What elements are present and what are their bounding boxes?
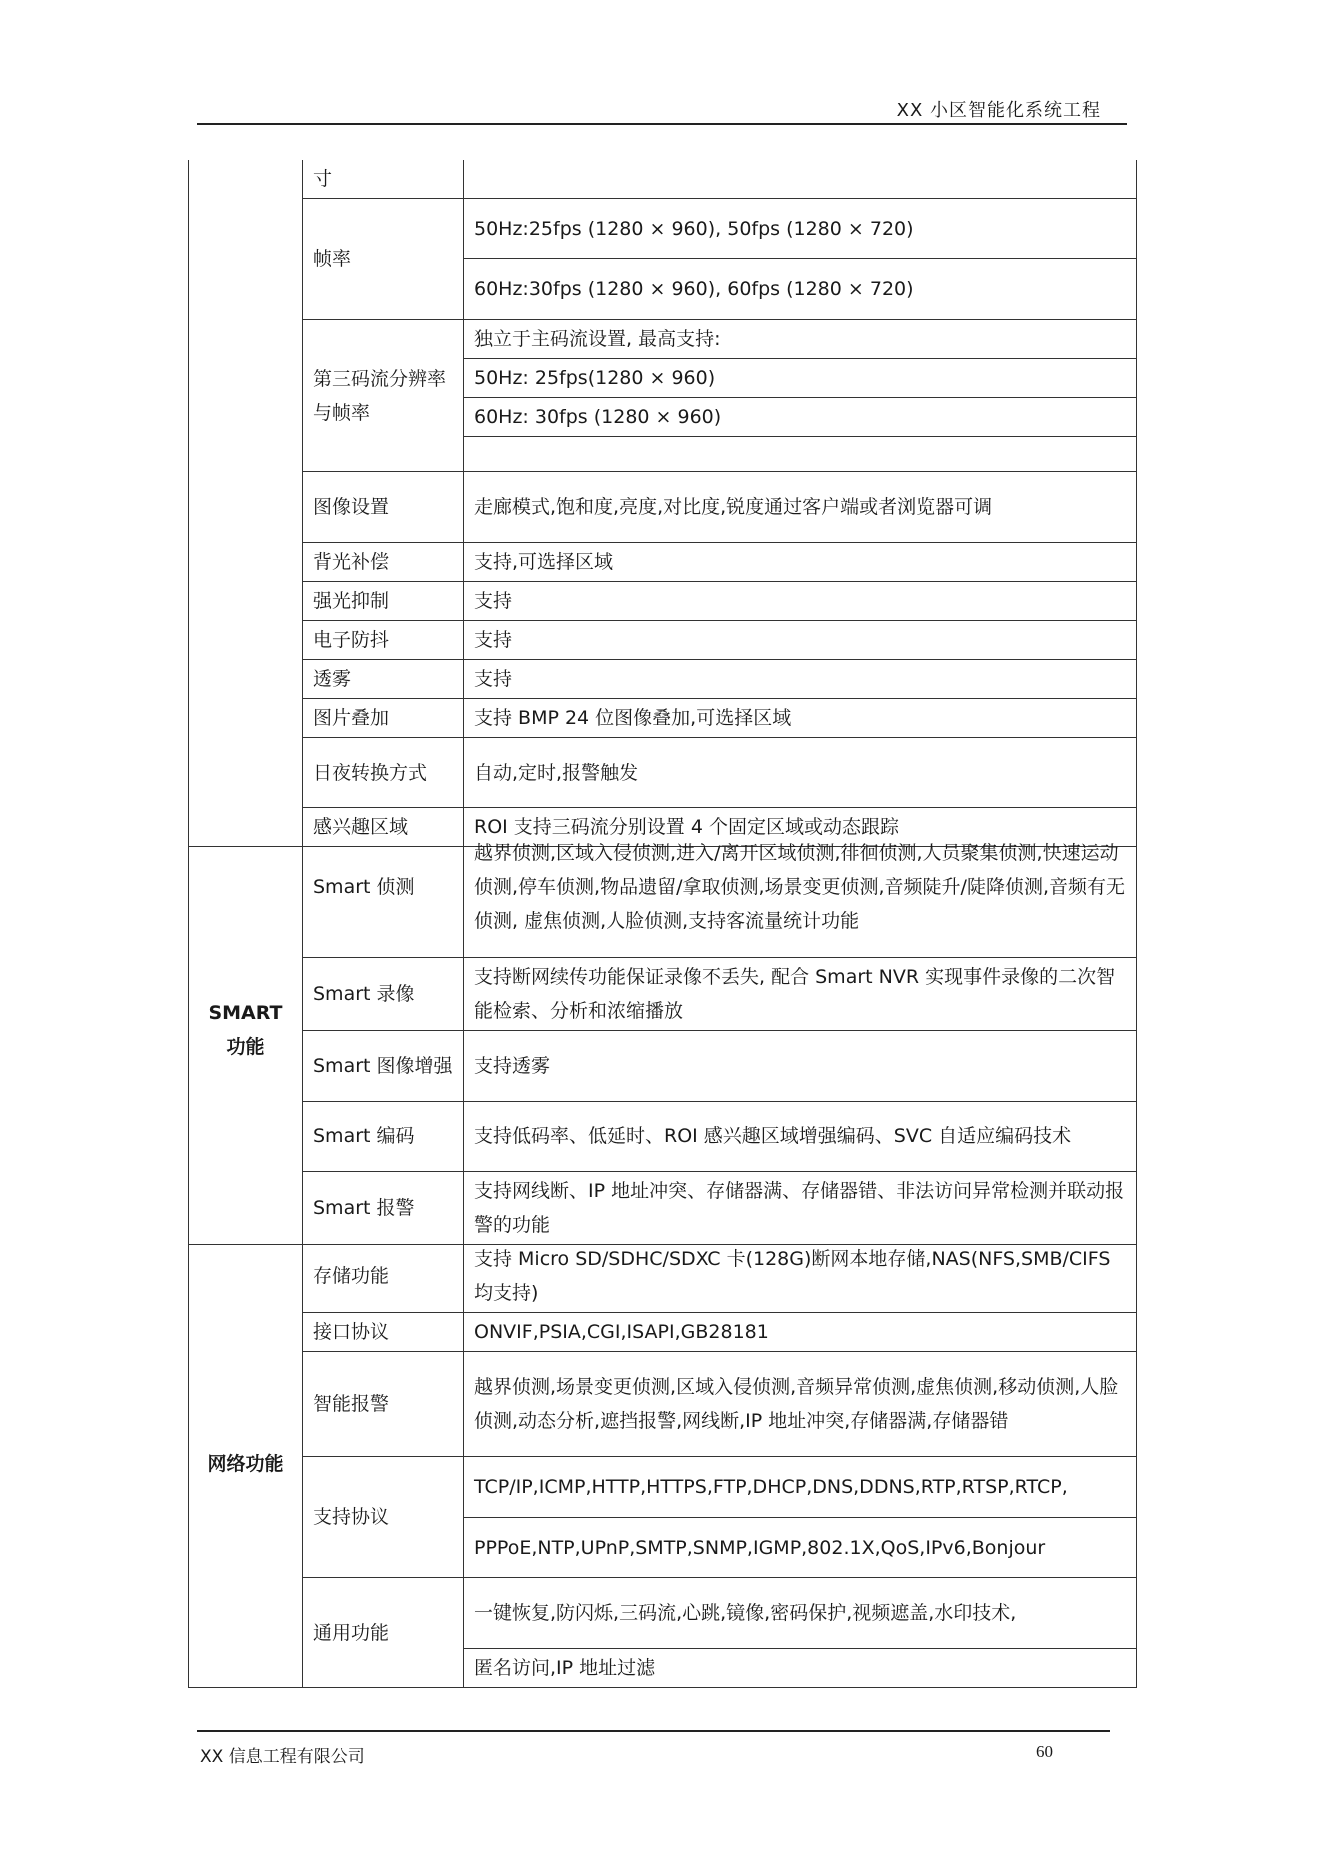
table-row <box>189 543 1137 582</box>
smart-enhance-value: 支持透雾 <box>464 1030 1137 1101</box>
smart-detect-value: 越界侦测,区域入侵侦测,进入/离开区域侦测,徘徊侦测,人员聚集侦测,快速运动侦测,停车侦测,物品遗留/拿取侦测,场景变更侦测,音频陡升/陡降侦测,音频有无侦测, 虚焦侦测,人脸侦测,支持客流量统计功能 <box>464 817 1137 957</box>
table-row <box>189 1578 1137 1649</box>
table-row <box>189 320 1137 359</box>
interface-label: 接口协议 <box>303 1313 464 1352</box>
backlight-label: 背光补偿 <box>303 543 464 582</box>
day-night-label: 日夜转换方式 <box>303 738 464 808</box>
third-stream-value-1: 独立于主码流设置, 最高支持: <box>464 320 1137 359</box>
header-divider <box>197 123 1127 125</box>
smart-detect-label: Smart 侦测 <box>303 817 464 957</box>
smart-table <box>188 817 1137 1245</box>
category-cell-empty <box>189 160 303 847</box>
network-table <box>188 1240 1137 1688</box>
roi-value: ROI 支持三码流分别设置 4 个固定区域或动态跟踪 <box>464 808 1137 847</box>
size-tail-label: 寸 <box>303 160 464 199</box>
smart-record-value: 支持断网续传功能保证录像不丢失, 配合 Smart NVR 实现事件录像的二次智能检索、分析和浓缩播放 <box>464 957 1137 1030</box>
table-row <box>189 1352 1137 1457</box>
eis-value: 支持 <box>464 621 1137 660</box>
strong-light-value: 支持 <box>464 582 1137 621</box>
protocols-value-1: TCP/IP,ICMP,HTTP,HTTPS,FTP,DHCP,DNS,DDNS,RTP,RTSP,RTCP, <box>464 1457 1137 1518</box>
third-stream-value-4 <box>464 437 1137 472</box>
backlight-value: 支持,可选择区域 <box>464 543 1137 582</box>
page-number: 60 <box>1036 1742 1053 1761</box>
smart-encode-value: 支持低码率、低延时、ROI 感兴趣区域增强编码、SVC 自适应编码技术 <box>464 1101 1137 1171</box>
smart-enhance-label: Smart 图像增强 <box>303 1030 464 1101</box>
table-row <box>189 199 1137 259</box>
frame-rate-value-2: 60Hz:30fps (1280 × 960), 60fps (1280 × 720) <box>464 259 1137 320</box>
table-row <box>189 738 1137 808</box>
table-row <box>189 1240 1137 1313</box>
eis-label: 电子防抖 <box>303 621 464 660</box>
spec-table <box>188 160 1137 847</box>
smart-alarm-value: 支持网线断、IP 地址冲突、存储器满、存储器错、非法访问异常检测并联动报警的功能 <box>464 1171 1137 1244</box>
general-value-1: 一键恢复,防闪烁,三码流,心跳,镜像,密码保护,视频遮盖,水印技术, <box>464 1578 1137 1649</box>
smart-alarm-net-label: 智能报警 <box>303 1352 464 1457</box>
general-value-2: 匿名访问,IP 地址过滤 <box>464 1649 1137 1688</box>
third-stream-label: 第三码流分辨率与帧率 <box>303 320 464 472</box>
overlay-label: 图片叠加 <box>303 699 464 738</box>
smart-alarm-label: Smart 报警 <box>303 1171 464 1244</box>
table-row <box>189 1101 1137 1171</box>
defog-value: 支持 <box>464 660 1137 699</box>
day-night-value: 自动,定时,报警触发 <box>464 738 1137 808</box>
strong-light-label: 强光抑制 <box>303 582 464 621</box>
smart-category: SMART 功能 <box>189 817 303 1244</box>
table-row <box>189 957 1137 1030</box>
smart-record-label: Smart 录像 <box>303 957 464 1030</box>
third-stream-value-3: 60Hz: 30fps (1280 × 960) <box>464 398 1137 437</box>
table-row <box>189 160 1137 199</box>
roi-label: 感兴趣区域 <box>303 808 464 847</box>
image-settings-label: 图像设置 <box>303 472 464 543</box>
frame-rate-label: 帧率 <box>303 199 464 320</box>
table-row <box>189 1030 1137 1101</box>
table-row <box>189 1313 1137 1352</box>
protocols-value-2: PPPoE,NTP,UPnP,SMTP,SNMP,IGMP,802.1X,QoS,IPv6,Bonjour <box>464 1518 1137 1578</box>
size-tail-value <box>464 160 1137 199</box>
storage-label: 存储功能 <box>303 1240 464 1313</box>
table-row <box>189 472 1137 543</box>
table-row <box>189 699 1137 738</box>
table-row <box>189 1171 1137 1244</box>
footer-divider <box>197 1730 1110 1732</box>
general-label: 通用功能 <box>303 1578 464 1688</box>
smart-encode-label: Smart 编码 <box>303 1101 464 1171</box>
overlay-value: 支持 BMP 24 位图像叠加,可选择区域 <box>464 699 1137 738</box>
table-row <box>189 660 1137 699</box>
image-settings-value: 走廊模式,饱和度,亮度,对比度,锐度通过客户端或者浏览器可调 <box>464 472 1137 543</box>
protocols-label: 支持协议 <box>303 1457 464 1578</box>
table-row <box>189 582 1137 621</box>
defog-label: 透雾 <box>303 660 464 699</box>
frame-rate-value-1: 50Hz:25fps (1280 × 960), 50fps (1280 × 720) <box>464 199 1137 259</box>
table-row <box>189 817 1137 957</box>
interface-value: ONVIF,PSIA,CGI,ISAPI,GB28181 <box>464 1313 1137 1352</box>
storage-value: 支持 Micro SD/SDHC/SDXC 卡(128G)断网本地存储,NAS(NFS,SMB/CIFS 均支持) <box>464 1240 1137 1313</box>
table-row <box>189 621 1137 660</box>
smart-alarm-net-value: 越界侦测,场景变更侦测,区域入侵侦测,音频异常侦测,虚焦侦测,移动侦测,人脸侦测,动态分析,遮挡报警,网线断,IP 地址冲突,存储器满,存储器错 <box>464 1352 1137 1457</box>
footer-company: XX 信息工程有限公司 <box>200 1747 365 1767</box>
page-header-title: XX 小区智能化系统工程 <box>896 100 1101 121</box>
third-stream-value-2: 50Hz: 25fps(1280 × 960) <box>464 359 1137 398</box>
network-category: 网络功能 <box>189 1240 303 1688</box>
table-row <box>189 1457 1137 1518</box>
